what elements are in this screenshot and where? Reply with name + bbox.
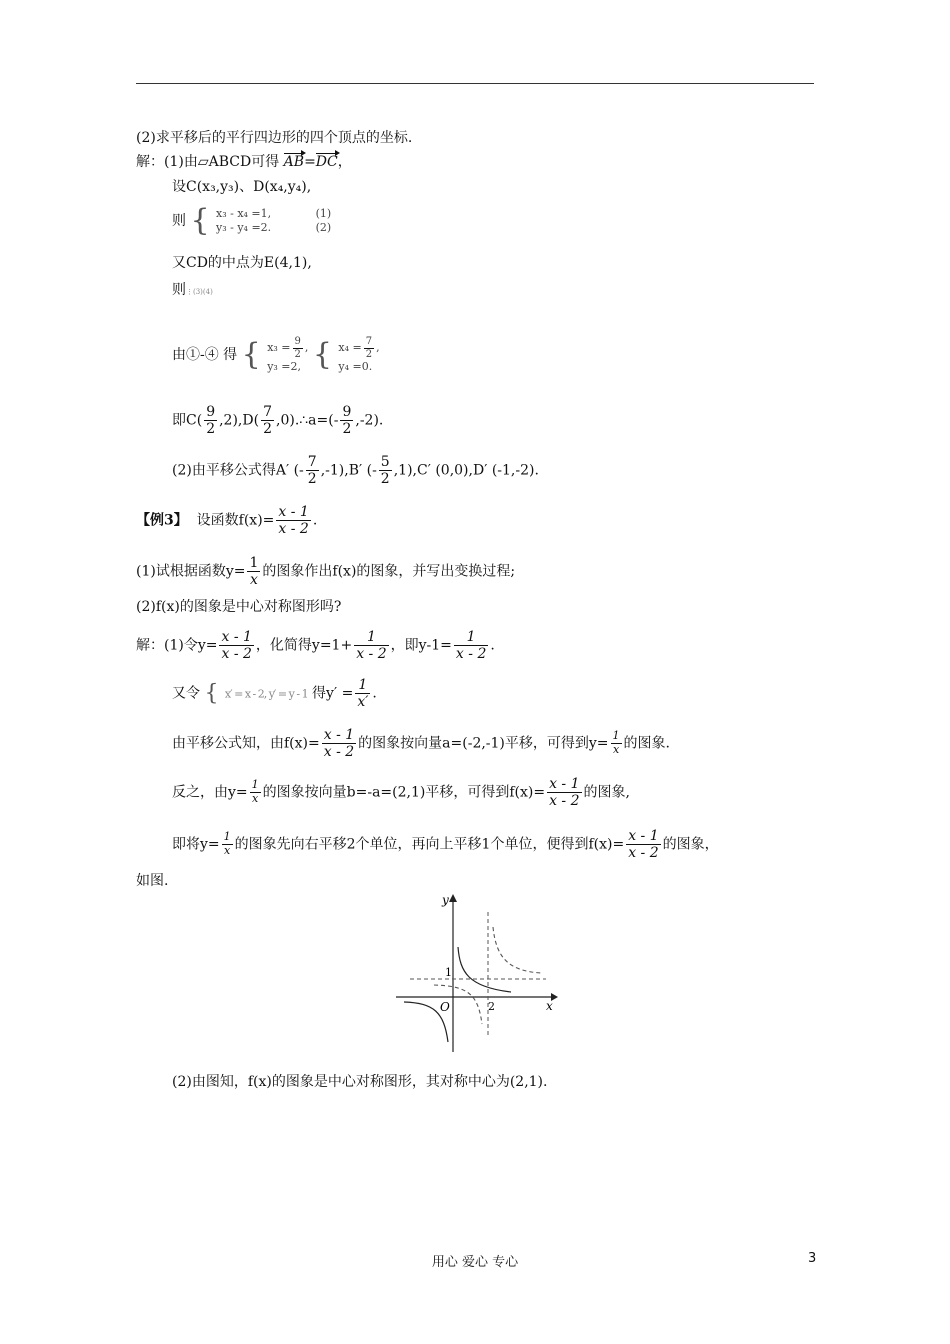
origin-label: O [440, 1000, 450, 1014]
midpoint-line: 又CD的中点为E(4,1), [172, 255, 312, 271]
translation-result: (2)由平移公式得A′ (- $\frac{7}{2}$ ,-1),B′ (- $\frac{5}{2}$ ,1),C′ (0,0),D′ (-1,-2). [172, 454, 539, 488]
solution-label: 解： [136, 154, 164, 170]
system-1: 则 { x₃ - x₄ =1, y₃ - y₄ =2. (1) (2) [172, 203, 332, 238]
x-axis-label: x [546, 999, 553, 1013]
curve-1-over-x-right [458, 947, 511, 992]
solve-line: 由①-④ 得 { x₃ = $\frac{9}{2}$ , y₃ =2, { x₄ = $\frac{7}{2}$ , y₄ =0. [172, 336, 380, 373]
example-3-q2: (2)f(x)的图象是中心对称图形吗? [136, 599, 342, 615]
solution-line-set: 设C(x₃,y₃)、D(x₄,y₄), [172, 179, 312, 195]
as-shown-line: 如图. [136, 873, 169, 889]
curve-fx-right [493, 927, 541, 973]
example-label: 【例3】 [136, 512, 188, 529]
header-rule [136, 83, 814, 84]
page-number: 3 [808, 1251, 817, 1266]
y-axis-label: y [442, 893, 449, 907]
tick-2-label: 2 [488, 1000, 495, 1013]
brace-icon: { [190, 203, 210, 238]
system-1-equations: x₃ - x₄ =1, y₃ - y₄ =2. [216, 207, 272, 234]
example-3-solution-2: 又令 { x′ = x - 2, y′ = y - 1 得y′ = $\frac{1}{x'}$ . [172, 677, 377, 711]
footer-text: 用心 爱心 专心 [431, 1255, 519, 1270]
example-3-solution-3: 由平移公式知，由f(x)= $\frac{x - 1}{x - 2}$ 的图象按向量a=(-2,-1)平移，可得到y= $\frac{1}{x}$ 的图象. [172, 727, 670, 761]
tick-1-label: 1 [445, 966, 452, 979]
system-1-numbers: (1) (2) [315, 207, 332, 234]
hyperbola-graph [396, 892, 566, 1057]
brace-icon: { [241, 336, 261, 372]
example-3-solution-1: 解：(1)令y= $\frac{x - 1}{x - 2}$ ，化简得y=1+ $\frac{1}{x - 2}$ ，即y-1= $\frac{1}{x - 2}$ . [136, 629, 495, 663]
result-line: 即C( $\frac{9}{2}$ ,2),D( $\frac{7}{2}$ ,0).∴a=(- $\frac{9}{2}$ ,-2). [172, 404, 384, 438]
example-3-solution-5: 即将y= $\frac{1}{x}$ 的图象先向右平移2个单位，再向上平移1个单位，便得到f(x)= $\frac{x - 1}{x - 2}$ 的图象， [172, 828, 719, 862]
example-3: 【例3】 设函数f(x)= $\frac{x - 1}{x - 2}$ . [136, 504, 318, 538]
question-2: (2)求平移后的平行四边形的四个顶点的坐标. [136, 130, 413, 146]
y-axis-arrow [449, 894, 457, 902]
system-2-faint: ⋮(3)(4) [186, 288, 213, 296]
example-3-solution-4: 反之，由y= $\frac{1}{x}$ 的图象按向量b=-a=(2,1)平移，可得到f(x)= $\frac{x - 1}{x - 2}$ 的图象, [172, 776, 630, 810]
vector-ab: AB [283, 154, 305, 170]
conclusion: (2)由图知，f(x)的图象是中心对称图形，其对称中心为(2,1). [172, 1074, 548, 1090]
solution-line-1: 解：(1)由▱ABCD可得 AB=DC， [136, 154, 352, 170]
example-3-q1: (1)试根据函数y= $\frac{1}{x}$ 的图象作出f(x)的图象，并写出变换过程; [136, 555, 516, 589]
brace-icon: { [312, 336, 332, 372]
vector-dc: DC [315, 154, 338, 170]
brace-icon: { [204, 680, 219, 706]
faint-system: x′ = x - 2, y′ = y - 1 [224, 687, 308, 701]
system-2: 则⋮(3)(4) [172, 282, 213, 298]
